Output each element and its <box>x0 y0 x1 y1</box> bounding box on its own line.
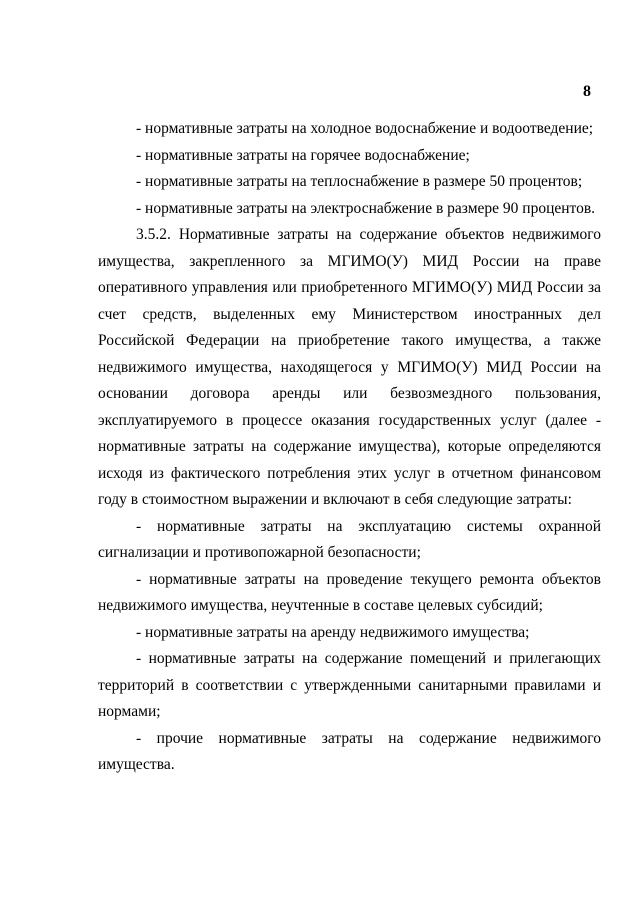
paragraph-other-costs: - прочие нормативные затраты на содержание недвижимого имущества. <box>98 729 601 773</box>
paragraph-electricity: - нормативные затраты на электроснабжение в размере 90 процентов. <box>136 199 596 217</box>
paragraph-section-3-5-2: 3.5.2. Нормативные затраты на содержание объектов недвижимого имущества, закрепленного за МГИМО(У) МИД России на праве оперативного управления или приобретенного МГИМО(У) МИД России за счет средств, выделенных ему Министерством иностранных дел Российской Федерации на приобретение такого имущества, а также недвижимого имущества, находящегося у МГИМО(У) МИД России на основании договора аренды или безвозмездного пользования, эксплуатируемого в процессе оказания государственных услуг (далее - нормативные затраты на содержание имущества), которые определяются исходя из фактического потребления этих услуг в отчетном финансовом году в стоимостном выражении и включают в себя следующие затраты: <box>98 226 601 508</box>
paragraph-cold-water: - нормативные затраты на холодное водоснабжение и водоотведение; <box>136 120 594 137</box>
paragraph-premises-maintenance: - нормативные затраты на содержание помещений и прилегающих территорий в соответствии с утвержденными санитарными правилами и нормами; <box>98 650 601 720</box>
document-body <box>98 116 601 779</box>
page-number: 8 <box>583 83 591 100</box>
paragraph-security-alarm: - нормативные затраты на эксплуатацию системы охранной сигнализации и противопожарной безопасности; <box>98 517 601 561</box>
paragraph-rent: - нормативные затраты на аренду недвижимого имущества; <box>136 623 530 641</box>
paragraph-repairs: - нормативные затраты на проведение текущего ремонта объектов недвижимого имущества, неучтенные в составе целевых субсидий; <box>98 570 601 614</box>
paragraph-heating: - нормативные затраты на теплоснабжение в размере 50 процентов; <box>136 173 583 190</box>
paragraph-hot-water: - нормативные затраты на горячее водоснабжение; <box>136 146 470 164</box>
